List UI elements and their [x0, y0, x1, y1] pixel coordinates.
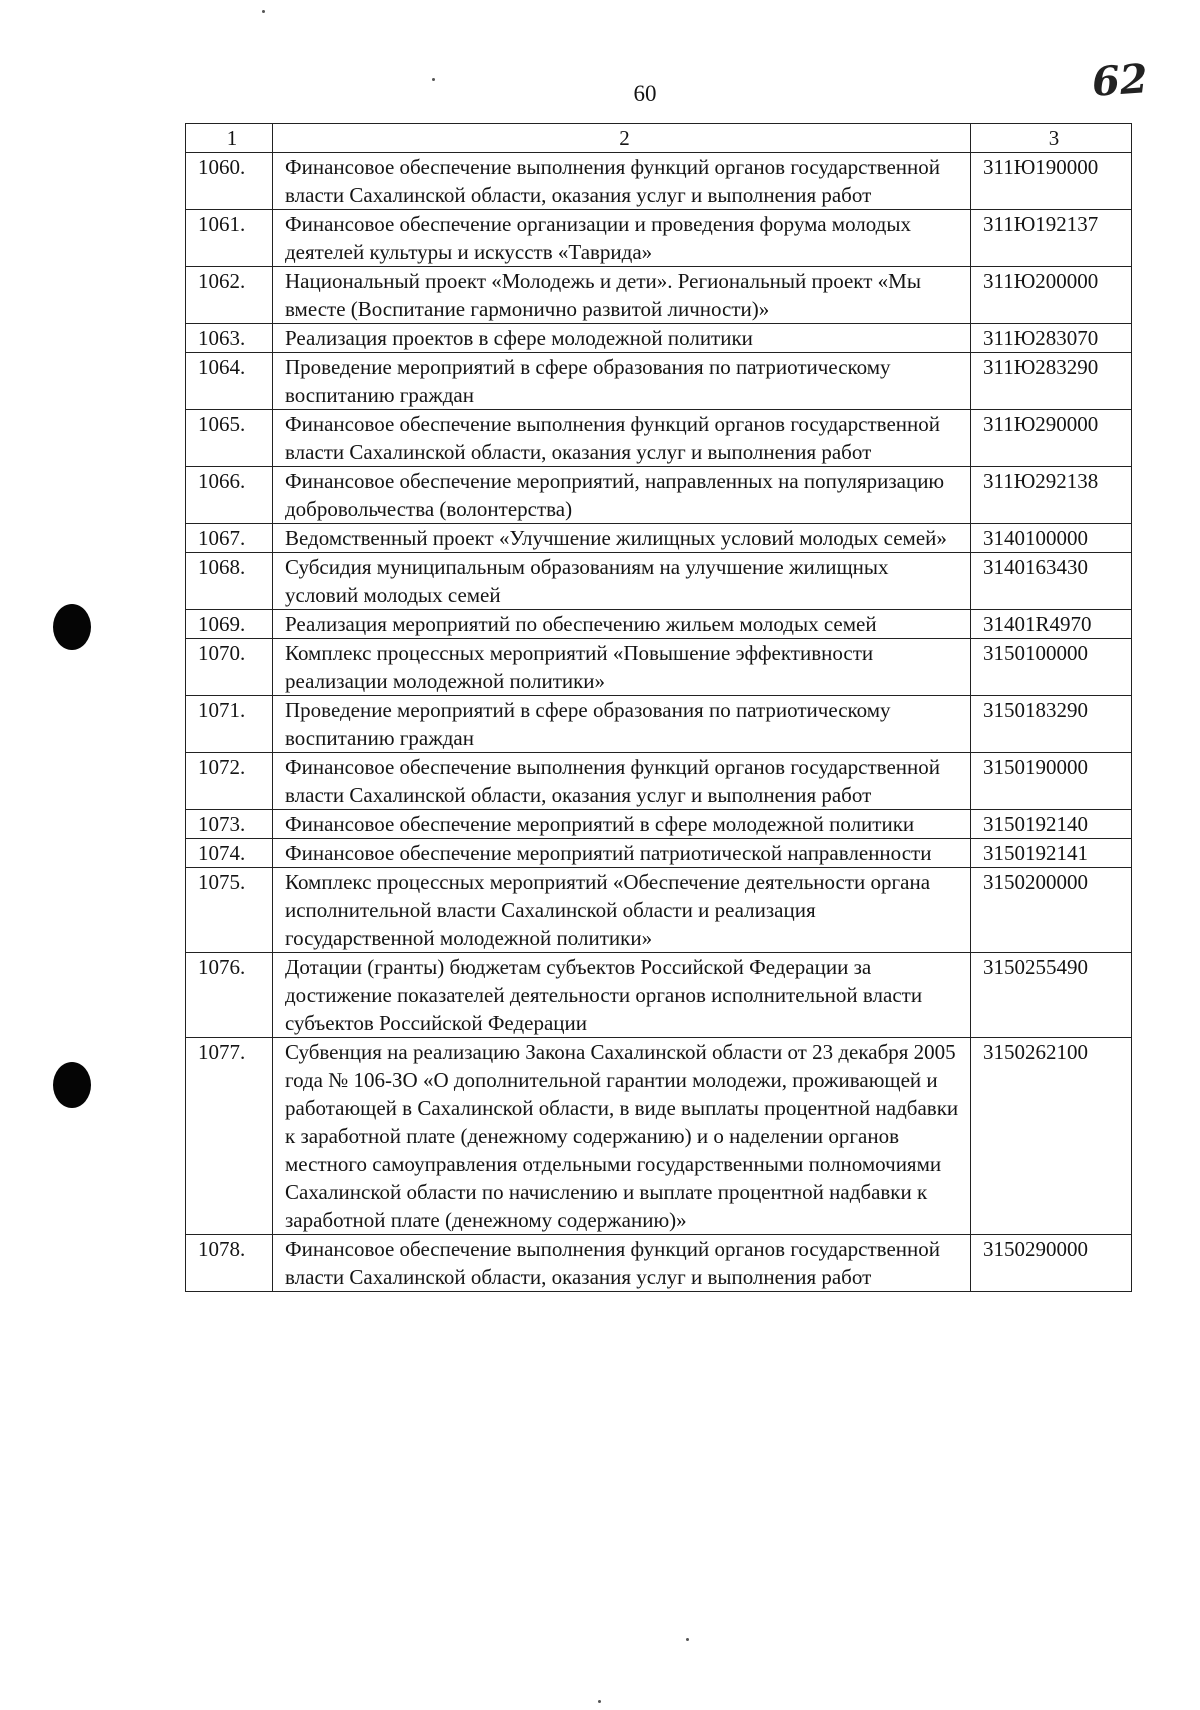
row-number: 1074.	[186, 839, 273, 868]
scan-speck	[432, 78, 435, 81]
row-number: 1078.	[186, 1235, 273, 1292]
table-row	[186, 210, 1132, 267]
row-name: Дотации (гранты) бюджетам субъектов Российской Федерации за достижение показателей деятельности органов исполнительной власти субъектов Российской Федерации	[273, 953, 971, 1038]
table-row	[186, 467, 1132, 524]
row-code: 311Ю200000	[971, 267, 1132, 324]
row-name: Национальный проект «Молодежь и дети». Региональный проект «Мы вместе (Воспитание гармонично развитой личности)»	[273, 267, 971, 324]
row-number: 1077.	[186, 1038, 273, 1235]
page-number: 60	[633, 81, 657, 106]
row-name: Комплекс процессных мероприятий «Обеспечение деятельности органа исполнительной власти Сахалинской области и реализация государственной молодежной политики»	[273, 868, 971, 953]
row-number: 1061.	[186, 210, 273, 267]
table-row	[186, 1235, 1132, 1292]
row-code: 311Ю290000	[971, 410, 1132, 467]
row-number: 1075.	[186, 868, 273, 953]
punch-hole-bottom	[53, 1062, 91, 1108]
table-row	[186, 353, 1132, 410]
row-code: 311Ю283290	[971, 353, 1132, 410]
row-number: 1073.	[186, 810, 273, 839]
row-code: 311Ю292138	[971, 467, 1132, 524]
row-name: Финансовое обеспечение мероприятий в сфере молодежной политики	[273, 810, 971, 839]
row-code: 3150290000	[971, 1235, 1132, 1292]
column-header: 2	[273, 124, 971, 153]
row-name: Реализация проектов в сфере молодежной политики	[273, 324, 971, 353]
row-number: 1066.	[186, 467, 273, 524]
scan-speck	[686, 1638, 689, 1641]
row-name: Финансовое обеспечение мероприятий, направленных на популяризацию добровольчества (волонтерства)	[273, 467, 971, 524]
table-row	[186, 810, 1132, 839]
row-name: Проведение мероприятий в сфере образования по патриотическому воспитанию граждан	[273, 696, 971, 753]
row-code: 3150255490	[971, 953, 1132, 1038]
row-name: Проведение мероприятий в сфере образования по патриотическому воспитанию граждан	[273, 353, 971, 410]
row-code: 3150100000	[971, 639, 1132, 696]
row-number: 1070.	[186, 639, 273, 696]
row-code: 311Ю283070	[971, 324, 1132, 353]
table-row	[186, 1038, 1132, 1235]
row-code: 3150192140	[971, 810, 1132, 839]
column-header: 3	[971, 124, 1132, 153]
scan-speck	[598, 1700, 601, 1703]
row-name: Финансовое обеспечение выполнения функций органов государственной власти Сахалинской области, оказания услуг и выполнения работ	[273, 410, 971, 467]
row-name: Субсидия муниципальным образованиям на улучшение жилищных условий молодых семей	[273, 553, 971, 610]
table-row	[186, 839, 1132, 868]
row-number: 1065.	[186, 410, 273, 467]
row-name: Комплекс процессных мероприятий «Повышение эффективности реализации молодежной политики»	[273, 639, 971, 696]
table-row	[186, 324, 1132, 353]
row-code: 31401R4970	[971, 610, 1132, 639]
row-code: 311Ю190000	[971, 153, 1132, 210]
row-number: 1062.	[186, 267, 273, 324]
row-code: 3140100000	[971, 524, 1132, 553]
table-row	[186, 639, 1132, 696]
table-row	[186, 953, 1132, 1038]
row-code: 3150192141	[971, 839, 1132, 868]
row-name: Ведомственный проект «Улучшение жилищных условий молодых семей»	[273, 524, 971, 553]
table-row	[186, 868, 1132, 953]
row-name: Финансовое обеспечение мероприятий патриотической направленности	[273, 839, 971, 868]
row-number: 1064.	[186, 353, 273, 410]
table-row	[186, 410, 1132, 467]
row-number: 1067.	[186, 524, 273, 553]
table-row	[186, 696, 1132, 753]
row-code: 3150200000	[971, 868, 1132, 953]
classification-table	[185, 123, 1132, 1292]
row-number: 1060.	[186, 153, 273, 210]
table-row	[186, 553, 1132, 610]
row-number: 1076.	[186, 953, 273, 1038]
table-row	[186, 753, 1132, 810]
row-name: Финансовое обеспечение выполнения функций органов государственной власти Сахалинской области, оказания услуг и выполнения работ	[273, 753, 971, 810]
row-code: 3150190000	[971, 753, 1132, 810]
row-number: 1069.	[186, 610, 273, 639]
row-name: Субвенция на реализацию Закона Сахалинской области от 23 декабря 2005 года № 106-ЗО «О дополнительной гарантии молодежи, проживающей и работающей в Сахалинской области, в виде выплаты процентной надбавки к заработной плате (денежному содержанию) и о наделении органов местного самоуправления отдельными государственными полномочиями Сахалинской области по начислению и выплате процентной надбавки к заработной плате (денежному содержанию)»	[273, 1038, 971, 1235]
column-header: 1	[186, 124, 273, 153]
row-number: 1071.	[186, 696, 273, 753]
row-name: Финансовое обеспечение организации и проведения форума молодых деятелей культуры и искусств «Таврида»	[273, 210, 971, 267]
row-number: 1063.	[186, 324, 273, 353]
table-row	[186, 610, 1132, 639]
punch-hole-top	[53, 604, 91, 650]
handwritten-page-mark: 62	[1090, 55, 1150, 106]
row-code: 311Ю192137	[971, 210, 1132, 267]
table-row	[186, 524, 1132, 553]
table-row	[186, 267, 1132, 324]
row-number: 1068.	[186, 553, 273, 610]
table-header-row	[186, 124, 1132, 153]
row-name: Реализация мероприятий по обеспечению жильем молодых семей	[273, 610, 971, 639]
row-number: 1072.	[186, 753, 273, 810]
table-row	[186, 153, 1132, 210]
row-code: 3140163430	[971, 553, 1132, 610]
row-code: 3150262100	[971, 1038, 1132, 1235]
row-name: Финансовое обеспечение выполнения функций органов государственной власти Сахалинской области, оказания услуг и выполнения работ	[273, 1235, 971, 1292]
row-name: Финансовое обеспечение выполнения функций органов государственной власти Сахалинской области, оказания услуг и выполнения работ	[273, 153, 971, 210]
scan-speck	[262, 10, 265, 13]
row-code: 3150183290	[971, 696, 1132, 753]
